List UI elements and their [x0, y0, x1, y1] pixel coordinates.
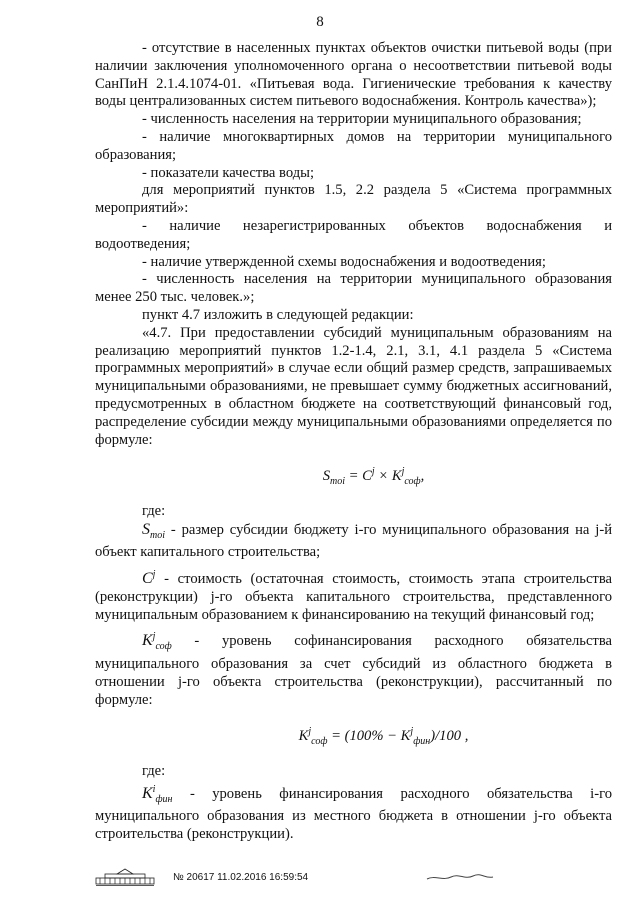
- paragraph: - наличие утвержденной схемы водоснабжения и водоотведения;: [142, 253, 546, 270]
- where-label: где:: [142, 762, 166, 779]
- definition-kfin: $K^i_{фин}$ - уровень финансирования расходного обязательства i-го муниципального образования из местного бюджета в отношении j-го объекта строительства (реконструкции).: [95, 783, 612, 843]
- paragraph: - численность населения на территории муниципального образования;: [142, 111, 582, 128]
- paragraph: - наличие незарегистрированных объектов водоснабжения и водоотведения;: [95, 217, 612, 252]
- paragraph: - отсутствие в населенных пунктах объектов очистки питьевой воды (при наличии заключения уполномоченного органа о несоответствии питьевой воды СанПиН 2.1.4.1074-01. «Питьевая вода. Гигиенические требования к качеству воды централизованных систем питьевого водоснабжения. Контроль качества»);: [95, 40, 612, 110]
- handwritten-mark: [425, 871, 495, 883]
- registration-footer: [95, 868, 612, 888]
- definition-k: $K^j_{соф}$ - уровень софинансирования расходного обязательства муниципального образования за счет субсидий из областного бюджета в отношении j-го объекта строительства (реконструкции), рассчитанный по формуле:: [95, 631, 612, 708]
- definition-c: $C^j$ - стоимость (остаточная стоимость, стоимость этапа строительства (реконструкции) j-го объекта капитального строительства, представленного муниципальным образованием к финансированию на текущий финансовый год;: [95, 569, 612, 623]
- paragraph: - наличие многоквартирных домов на территории муниципального образования;: [95, 128, 612, 163]
- paragraph: «4.7. При предоставлении субсидий муниципальным образованиям на реализацию мероприятий пунктов 1.2-1.4, 2.1, 3.1, 4.1 раздела 5 «Система программных мероприятий» в случае если общий размер средств, запрашиваемых муниципальными образованиями, не превышает сумму бюджетных ассигнований, предусмотренных в областном бюджете на соответствующий финансовый год, распределение субсидии между муниципальными образованиями определяется по формуле:: [95, 324, 612, 448]
- formula-cofinancing: $K^j_{соф} = (100\% - K^j_{фин})/100$ ,: [298, 726, 469, 748]
- paragraph: пункт 4.7 изложить в следующей редакции:: [142, 306, 414, 323]
- paragraph: - показатели качества воды;: [142, 164, 314, 181]
- paragraph: для мероприятий пунктов 1.5, 2.2 раздела 5 «Система программных мероприятий»:: [95, 182, 612, 217]
- formula-subsidy: $S_{moi} = C^j \times K^j_{соф}$,: [322, 466, 425, 488]
- document-body: [95, 40, 612, 844]
- paragraph: - численность населения на территории муниципального образования менее 250 тыс. человек.»;: [95, 271, 612, 306]
- page-number: 8: [316, 14, 324, 30]
- government-building-logo: [95, 868, 155, 886]
- definition-s: $S_{moi}$ - размер субсидии бюджету i-го муниципального образования на j-й объект капитального строительства;: [95, 520, 612, 561]
- where-label: где:: [142, 502, 166, 519]
- registration-stamp: № 20617 11.02.2016 16:59:54: [173, 872, 309, 883]
